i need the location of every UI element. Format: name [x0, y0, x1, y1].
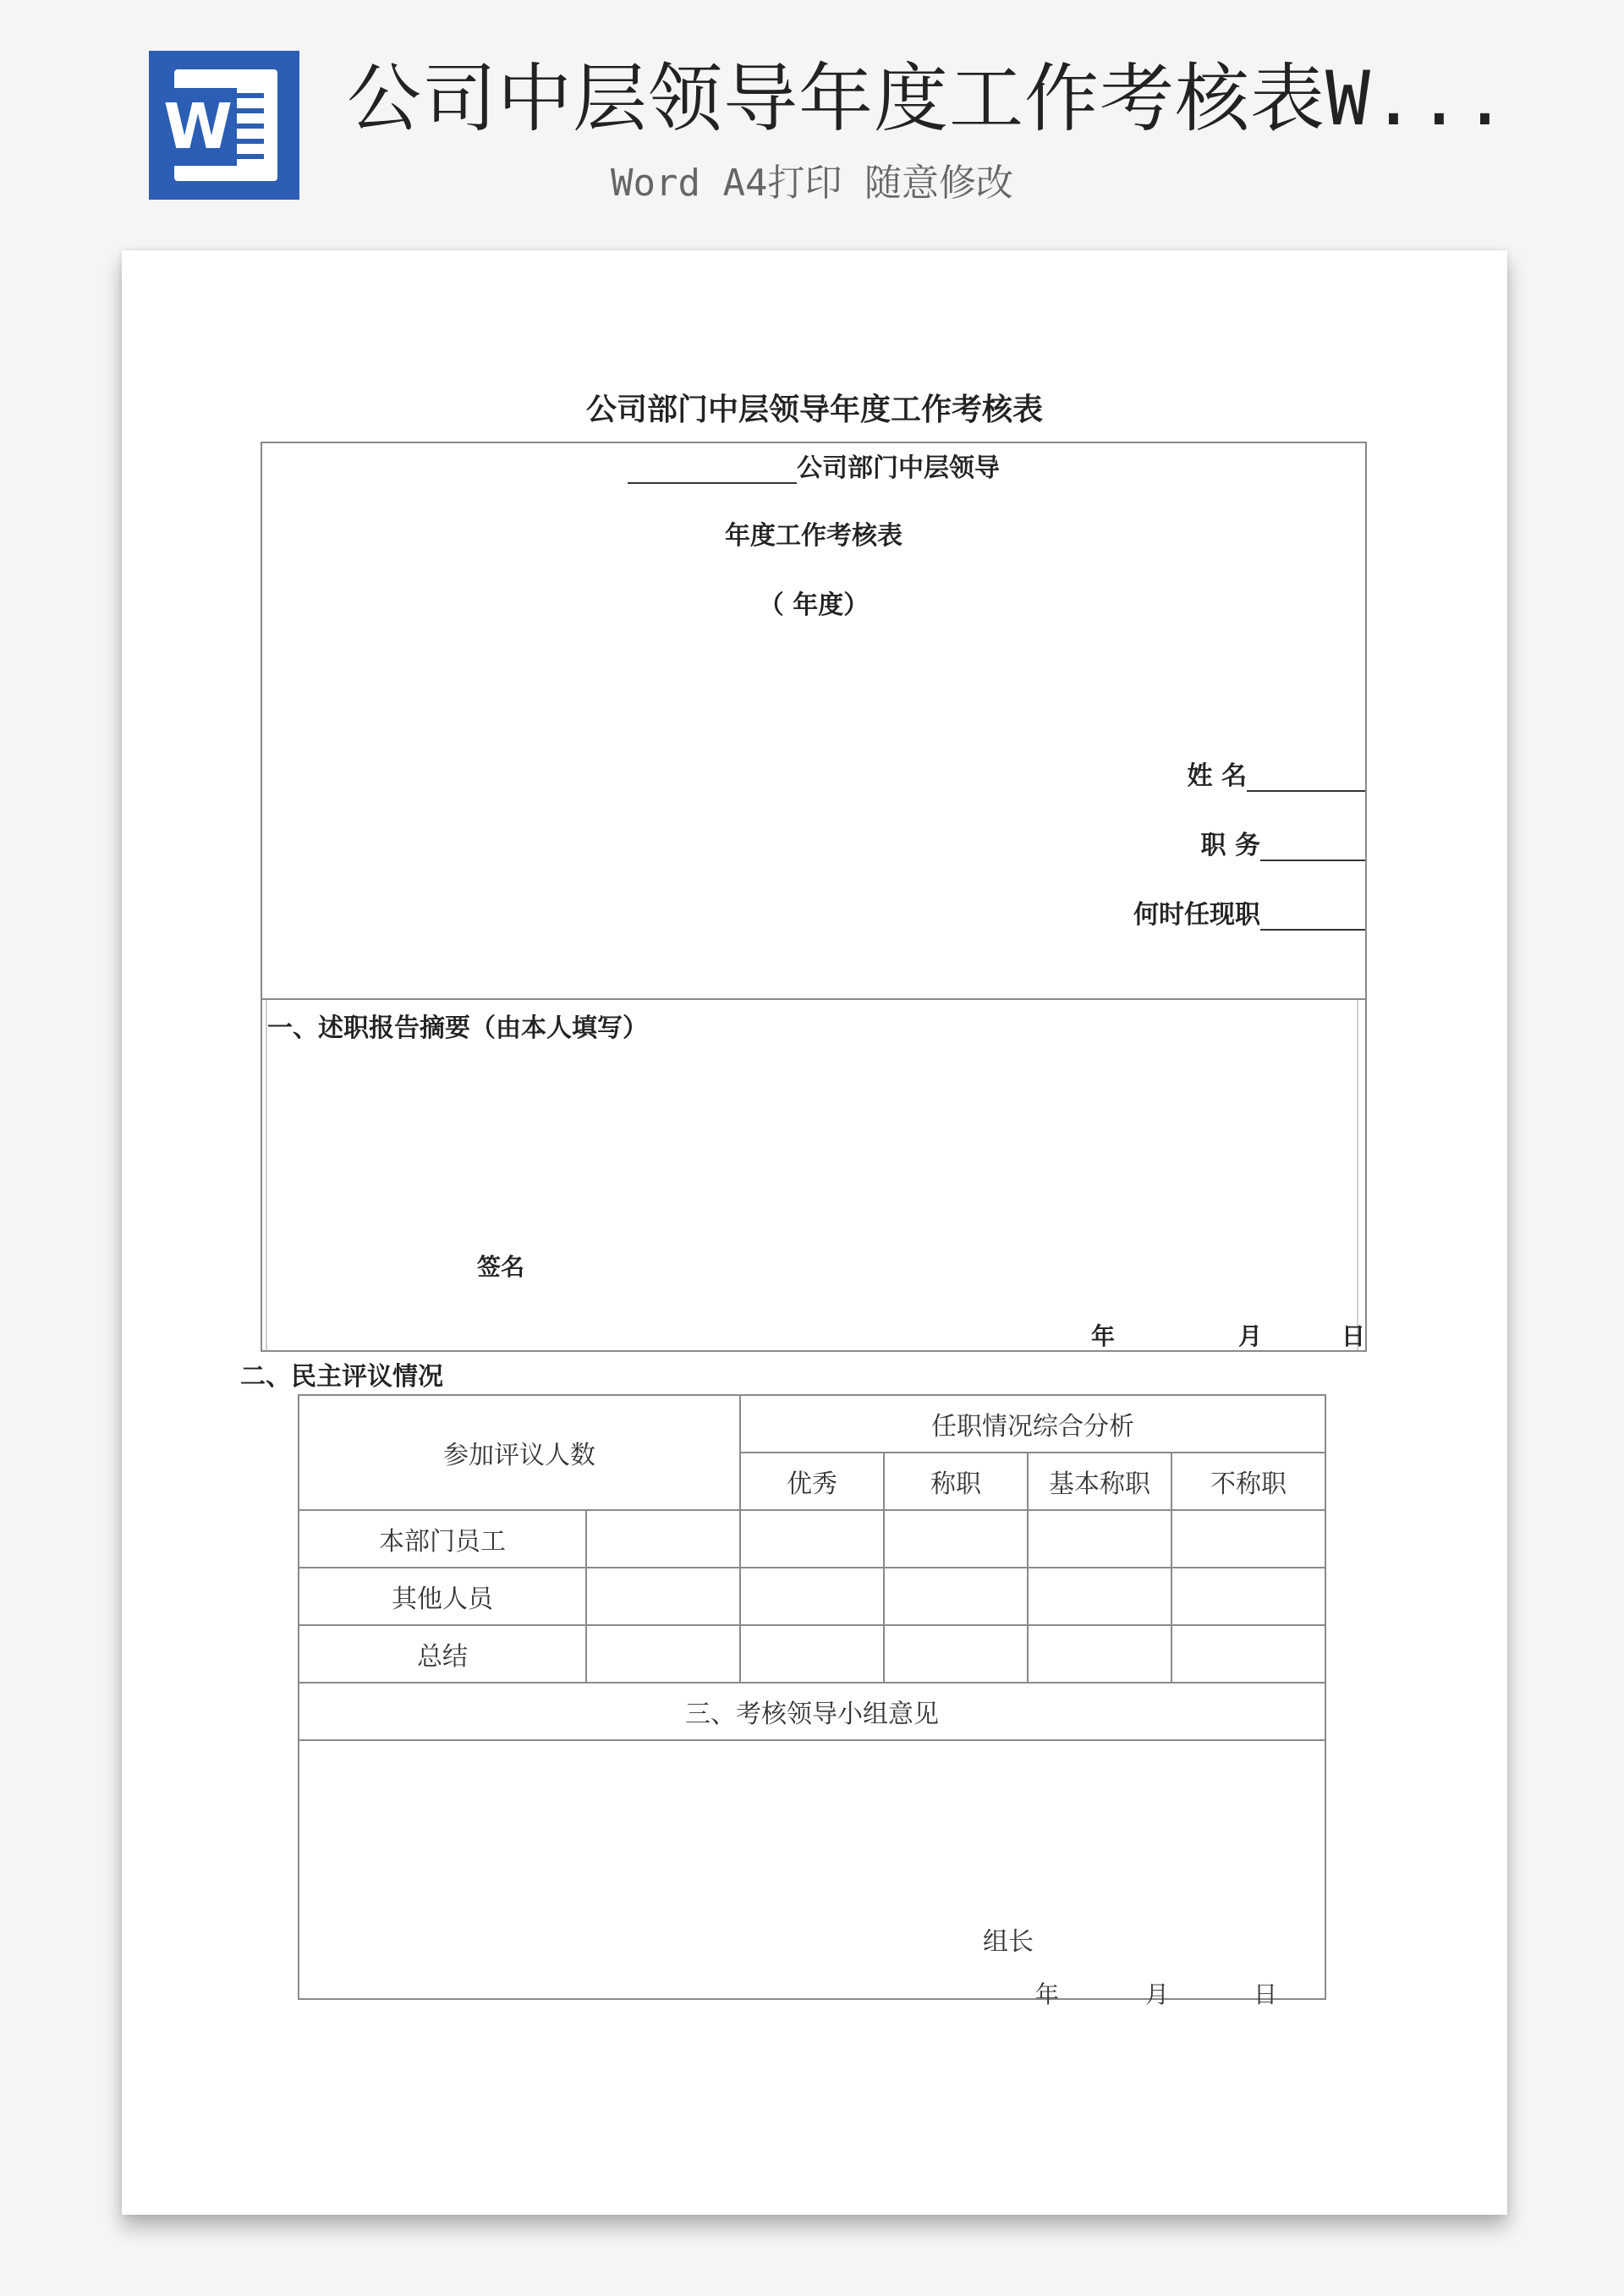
- table-cell[interactable]: [586, 1625, 740, 1683]
- date-year: 年: [1091, 1322, 1116, 1350]
- table-cell[interactable]: [884, 1510, 1028, 1568]
- leader-label: 组长: [983, 1927, 1034, 1957]
- table-header-row: [299, 1395, 1325, 1453]
- table-cell[interactable]: [740, 1625, 884, 1683]
- grade-basic: 基本称职: [1028, 1453, 1171, 1510]
- section1-title: 一、述职报告摘要（由本人填写）: [267, 1013, 648, 1043]
- table-cell[interactable]: [1028, 1568, 1171, 1625]
- table-cell[interactable]: [884, 1625, 1028, 1683]
- table-row: [299, 1510, 1325, 1568]
- company-blank[interactable]: [628, 453, 797, 484]
- row-label: 本部门员工: [299, 1510, 586, 1568]
- date-day: 日: [1341, 1322, 1366, 1350]
- opinion-area[interactable]: [299, 1740, 1325, 2008]
- name-field: [1188, 755, 1365, 792]
- analysis-header: 任职情况综合分析: [740, 1395, 1325, 1453]
- opinion-row: [299, 1740, 1325, 1999]
- table-row: [299, 1568, 1325, 1625]
- opinion-date-day: 日: [1254, 1980, 1278, 2008]
- table-cell[interactable]: [1171, 1625, 1325, 1683]
- grade-excellent: 优秀: [740, 1453, 884, 1510]
- cover-line2: 年度工作考核表: [725, 521, 903, 551]
- sign-label: 签名: [477, 1253, 525, 1281]
- opinion-date-month: 月: [1145, 1980, 1170, 2008]
- section3-title: 三、考核领导小组意见: [299, 1683, 1325, 1740]
- word-letter: W: [159, 88, 237, 166]
- banner-subtitle: Word A4打印 随意修改: [611, 162, 1013, 205]
- table-row: [299, 1625, 1325, 1683]
- position-label: 职 务: [1200, 831, 1260, 860]
- cover-line3: （ 年度）: [758, 590, 870, 620]
- row-label: 其他人员: [299, 1568, 586, 1625]
- section2-title: 二、民主评议情况: [240, 1362, 443, 1392]
- document-page: [122, 250, 1507, 2215]
- cover-box: [261, 442, 1367, 1352]
- evaluation-table: [298, 1394, 1326, 2008]
- date-month: 月: [1238, 1322, 1263, 1350]
- table-cell[interactable]: [740, 1568, 884, 1625]
- table-cell[interactable]: [1171, 1510, 1325, 1568]
- page-title: 公司部门中层领导年度工作考核表: [585, 392, 1043, 427]
- since-field: [1133, 893, 1365, 931]
- section3-row: [299, 1683, 1325, 1740]
- page-header: [0, 0, 1624, 245]
- name-label: 姓 名: [1187, 761, 1247, 791]
- position-field: [1201, 824, 1365, 861]
- cover-company-line: [262, 447, 1365, 484]
- table-cell[interactable]: [1171, 1568, 1325, 1625]
- position-blank[interactable]: [1260, 834, 1365, 861]
- opinion-date-year: 年: [1035, 1980, 1060, 2008]
- since-label: 何时任现职: [1133, 900, 1260, 930]
- grade-competent: 称职: [884, 1453, 1028, 1510]
- table-cell[interactable]: [884, 1568, 1028, 1625]
- row-label: 总结: [299, 1625, 586, 1683]
- table-cell[interactable]: [1028, 1510, 1171, 1568]
- since-blank[interactable]: [1260, 904, 1365, 931]
- opinion-date: [299, 1980, 1325, 2008]
- cover-line1: 公司部门中层领导: [797, 453, 1000, 483]
- participants-header: 参加评议人数: [299, 1395, 740, 1510]
- table-cell[interactable]: [740, 1510, 884, 1568]
- report-area[interactable]: [266, 1000, 1358, 1350]
- table-cell[interactable]: [1028, 1625, 1171, 1683]
- banner-title: 公司中层领导年度工作考核表W...: [347, 55, 1508, 142]
- name-blank[interactable]: [1247, 765, 1365, 792]
- table-cell[interactable]: [586, 1510, 740, 1568]
- table-cell[interactable]: [586, 1568, 740, 1625]
- grade-incompetent: 不称职: [1171, 1453, 1325, 1510]
